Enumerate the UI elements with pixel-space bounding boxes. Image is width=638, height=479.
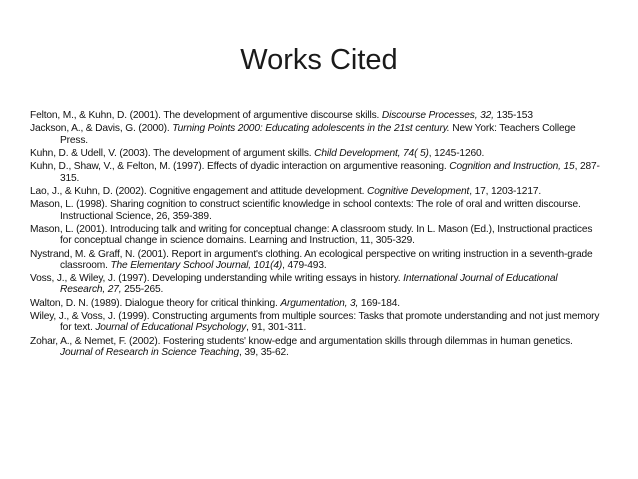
- reference-item: [30, 148, 605, 159]
- reference-source: Argumentation, 3,: [280, 297, 359, 309]
- reference-details: , 39, 35-62.: [238, 346, 289, 358]
- reference-item: [30, 273, 605, 295]
- reference-details: , 91, 301-311.: [246, 322, 307, 334]
- reference-details: , 479-493.: [282, 259, 327, 271]
- reference-item: [30, 298, 605, 309]
- reference-details: , 287-315.: [60, 161, 600, 184]
- reference-text: Nystrand, M. & Graff, N. (2001). Report in argument's clothing. An ecological perspective on writing instruction in a seventh-grade classroom.: [30, 248, 593, 271]
- reference-text: Walton, D. N. (1989). Dialogue theory for critical thinking.: [30, 297, 281, 309]
- reference-text: Felton, M., & Kuhn, D. (2001). The development of argumentive discourse skills.: [30, 110, 382, 121]
- reference-source: Cognition and Instruction, 15: [449, 161, 575, 173]
- reference-text: Wiley, J., & Voss, J. (1999). Constructing arguments from multiple sources: Tasks that promote understanding and not just memory for text.: [30, 311, 600, 334]
- reference-details: 135-153: [493, 110, 533, 121]
- references-list: [30, 110, 605, 360]
- page-title: Works Cited: [240, 44, 398, 76]
- reference-source: Turning Points 2000: Educating adolescents in the 21st century.: [172, 123, 450, 135]
- reference-item: [30, 199, 605, 221]
- reference-text: Jackson, A., & Davis, G. (2000).: [30, 123, 173, 135]
- reference-text: Lao, J., & Kuhn, D. (2002). Cognitive engagement and attitude development.: [30, 185, 368, 197]
- reference-item: [30, 110, 605, 121]
- reference-item: [30, 336, 605, 358]
- reference-details: , 1245-1260.: [428, 147, 485, 159]
- reference-source: Discourse Processes, 32,: [381, 110, 494, 121]
- reference-text: Kuhn, D. & Udell, V. (2003). The development of argument skills.: [30, 147, 315, 159]
- reference-text: Mason, L. (2001). Introducing talk and writing for conceptual change: A classroom study. In L. Mason (Ed.), Instructional practices for conceptual change in science domains. Learning and Instruction, 11, 305-329.: [30, 223, 593, 247]
- reference-source: The Elementary School Journal, 101(4): [110, 259, 283, 271]
- reference-item: [30, 123, 605, 145]
- reference-item: [30, 224, 605, 246]
- reference-details: 255-265.: [121, 284, 164, 296]
- reference-details: , 17, 1203-1217.: [469, 185, 542, 197]
- reference-text: Zohar, A., & Nemet, F. (2002). Fostering students' know-edge and argumentation skills through dilemmas in human genetics.: [30, 335, 573, 347]
- reference-text: Voss, J., & Wiley, J. (1997). Developing understanding while writing essays in history.: [30, 273, 404, 285]
- reference-item: [30, 161, 605, 183]
- reference-source: Cognitive Development: [367, 185, 470, 197]
- reference-details: New York: Teachers College Press.: [60, 123, 576, 146]
- reference-source: Journal of Research in Science Teaching: [60, 346, 239, 358]
- reference-text: Kuhn, D., Shaw, V., & Felton, M. (1997). Effects of dyadic interaction on argumentive reasoning.: [30, 161, 450, 173]
- reference-item: [30, 249, 605, 271]
- reference-source: International Journal of Educational Research, 27,: [60, 273, 558, 296]
- reference-source: Child Development, 74( 5): [314, 147, 429, 159]
- reference-details: 169-184.: [358, 297, 400, 309]
- reference-source: Journal of Educational Psychology: [95, 322, 247, 334]
- reference-item: [30, 186, 605, 197]
- reference-item: [30, 311, 605, 333]
- reference-text: Mason, L. (1998). Sharing cognition to construct scientific knowledge in school contexts: The role of oral and written discourse. Instructional Science, 26, 359-389.: [30, 199, 581, 222]
